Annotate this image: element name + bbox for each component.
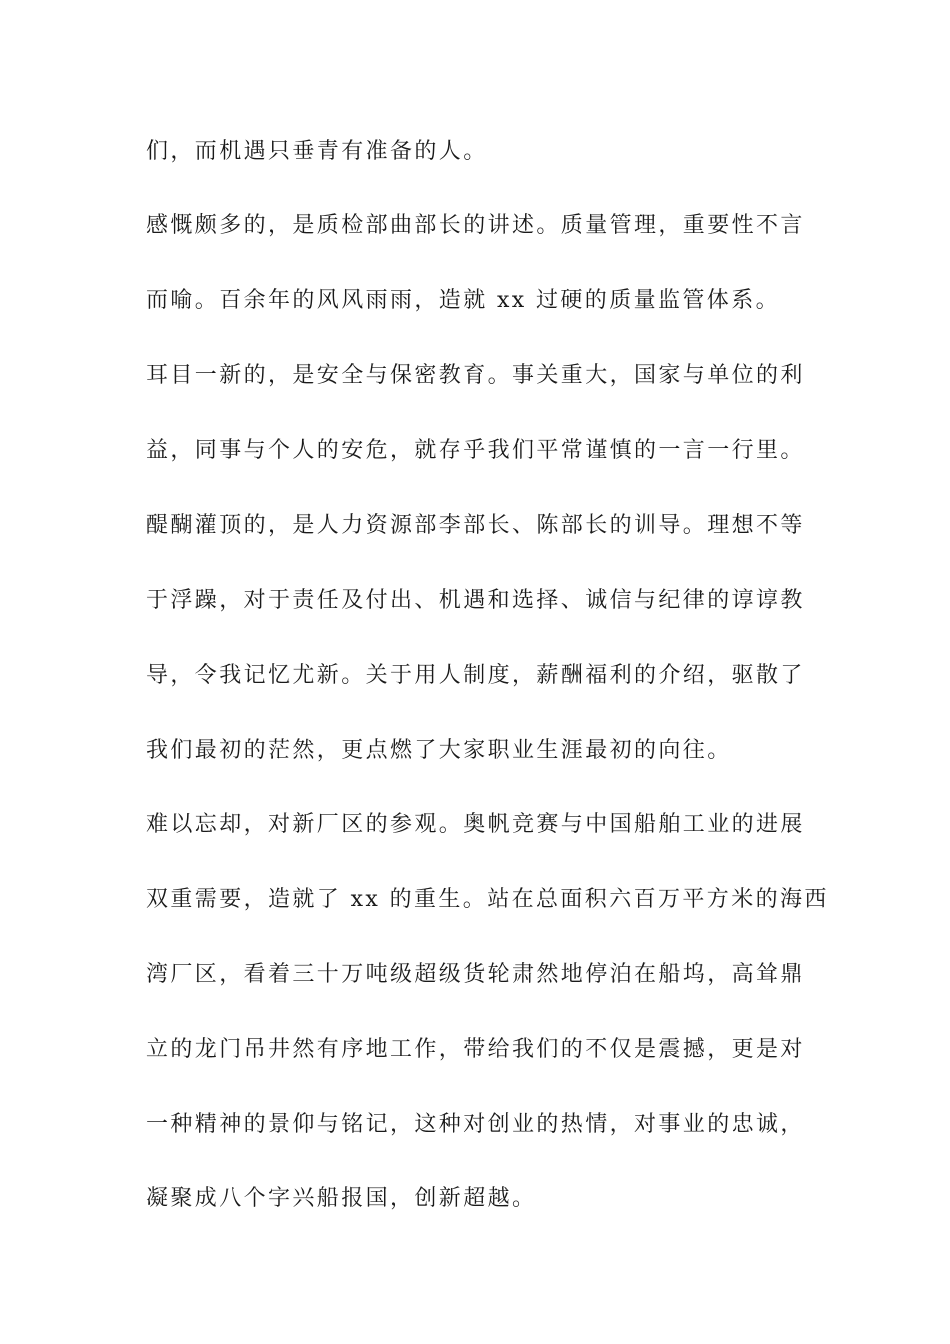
text-line-12: 湾厂区，看着三十万吨级超级货轮肃然地停泊在船坞，高耸鼎 <box>146 962 805 987</box>
text-line-10: 难以忘却，对新厂区的参观。奥帆竞赛与中国船舶工业的进展 <box>146 812 805 837</box>
text-line-6: 醍醐灌顶的，是人力资源部李部长、陈部长的训导。理想不等 <box>146 513 805 538</box>
text-line-5: 益，同事与个人的安危，就存乎我们平常谨慎的一言一行里。 <box>146 438 805 463</box>
text-line-11: 双重需要，造就了 xx 的重生。站在总面积六百万平方米的海西 <box>146 887 829 912</box>
text-line-3: 而喻。百余年的风风雨雨，造就 xx 过硬的质量监管体系。 <box>146 288 781 313</box>
text-line-8: 导，令我记忆尤新。关于用人制度，薪酬福利的介绍，驱散了 <box>146 663 805 688</box>
text-line-13: 立的龙门吊井然有序地工作，带给我们的不仅是震撼，更是对 <box>146 1037 805 1062</box>
text-line-7: 于浮躁，对于责任及付出、机遇和选择、诚信与纪律的谆谆教 <box>146 588 805 613</box>
text-line-15: 凝聚成八个字兴船报国，创新超越。 <box>146 1186 537 1211</box>
text-line-1: 们，而机遇只垂青有准备的人。 <box>146 139 488 164</box>
text-line-4: 耳目一新的，是安全与保密教育。事关重大，国家与单位的利 <box>146 363 805 388</box>
text-line-14: 一种精神的景仰与铭记，这种对创业的热情，对事业的忠诚， <box>146 1112 805 1137</box>
text-line-9: 我们最初的茫然，更点燃了大家职业生涯最初的向往。 <box>146 738 732 763</box>
text-line-2: 感慨颇多的，是质检部曲部长的讲述。质量管理，重要性不言 <box>146 213 805 238</box>
